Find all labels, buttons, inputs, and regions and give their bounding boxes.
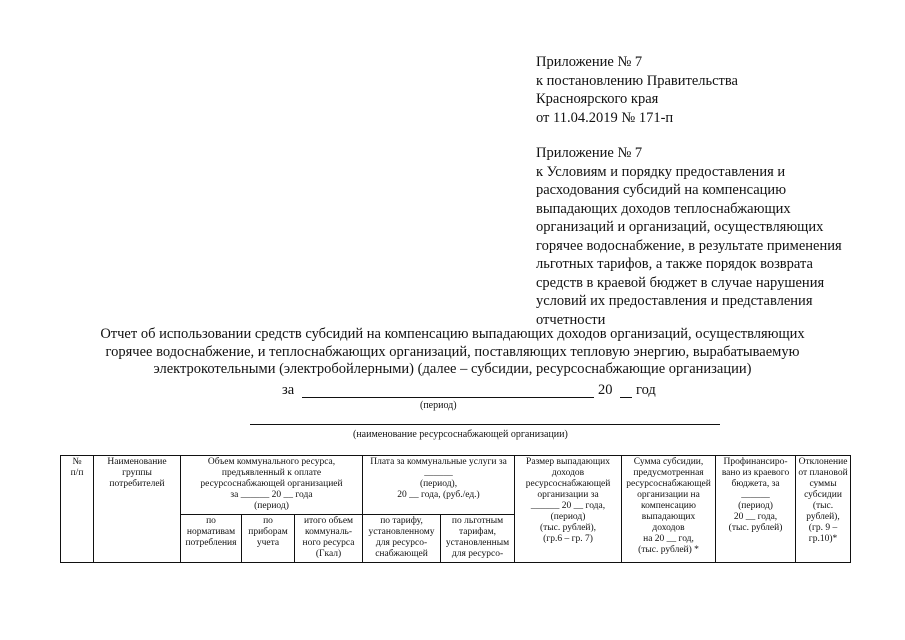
appendix-line: к Условиям и порядку предоставления и xyxy=(536,163,786,180)
header-lost-income: Размер выпадающих доходов ресурсоснабжающей организации за ______ 20 __ года, (период) (тыс. рублей), (гр.6 – гр. 7) xyxy=(515,456,622,563)
appendix-line: выпадающих доходов теплоснабжающих xyxy=(536,200,791,217)
period-row xyxy=(0,382,905,402)
appendix-line: от 11.04.2019 № 171-п xyxy=(536,109,674,126)
subheader-by-tariff: по тарифу, установленному для ресурсо- снабжающей xyxy=(363,515,441,563)
header-num: № п/п xyxy=(61,456,94,563)
appendix-line: Приложение № 7 xyxy=(536,54,643,70)
appendix-line: Приложение № 7 xyxy=(536,145,643,161)
appendix-block-1 xyxy=(536,53,876,127)
appendix-line: горячее водоснабжение, в результате применения xyxy=(536,237,842,254)
report-title xyxy=(60,326,845,379)
appendix-block-2 xyxy=(536,144,876,329)
appendix-line: расходования субсидий на компенсацию xyxy=(536,182,787,198)
header-group: Наименование группы потребителей xyxy=(94,456,181,563)
report-table xyxy=(60,455,851,563)
appendix-line: Красноярского края xyxy=(536,91,659,107)
organization-blank-line[interactable] xyxy=(250,424,720,425)
header-subsidy-sum: Сумма субсидии, предусмотренная ресурсоснабжающей организации на компенсацию выпадающих доходов на 20 __ год, (тыс. рублей) * xyxy=(622,456,716,563)
year-word: год xyxy=(636,382,656,398)
subheader-by-norm: по нормативам потребления xyxy=(181,515,242,563)
period-prefix: за xyxy=(282,382,295,398)
header-volume: Объем коммунального ресурса, предъявленный к оплате ресурсоснабжающей организацией за ______ 20 __ года (период) xyxy=(181,456,363,515)
title-line: горячее водоснабжение, и теплоснабжающих организаций, поставляющих тепловую энергию, вырабатываемую xyxy=(105,343,800,360)
appendix-line: к постановлению Правительства xyxy=(536,72,738,89)
header-financed: Профинансиро- вано из краевого бюджета, за ______ (период) 20 __ года, (тыс. рублей) xyxy=(716,456,796,563)
period-blank-line[interactable] xyxy=(302,397,594,398)
appendix-line: отчетности xyxy=(536,311,606,328)
title-line: электрокотельными (электробойлерными) (далее – субсидии, ресурсоснабжающие организации) xyxy=(153,361,752,377)
year-prefix: 20 xyxy=(598,382,613,398)
header-deviation: Отклонение от плановой суммы субсидии (тыс. рублей), (гр. 9 – гр.10)* xyxy=(796,456,851,563)
year-blank-line[interactable] xyxy=(620,397,632,398)
subheader-by-pref-tariff: по льготным тарифам, установленным для ресурсо- xyxy=(441,515,515,563)
header-payment: Плата за коммунальные услуги за ______ (период), 20 __ года, (руб./ед.) xyxy=(363,456,515,515)
period-caption: (период) xyxy=(420,400,457,411)
appendix-line: льготных тарифов, а также порядок возврата xyxy=(536,256,813,272)
subheader-by-meter: по приборам учета xyxy=(242,515,295,563)
appendix-line: средств в краевой бюджет в случае нарушения xyxy=(536,274,825,291)
organization-caption: (наименование ресурсоснабжающей организации) xyxy=(353,429,568,440)
subheader-total: итого объем коммуналь- ного ресурса (Гкал) xyxy=(295,515,363,563)
title-line: Отчет об использовании средств субсидий на компенсацию выпадающих доходов организаций, осуществляющих xyxy=(100,326,805,342)
table-header-row xyxy=(61,456,851,515)
appendix-line: условий их предоставления и представления xyxy=(536,293,813,309)
appendix-line: организаций и организаций, осуществляющих xyxy=(536,219,824,235)
